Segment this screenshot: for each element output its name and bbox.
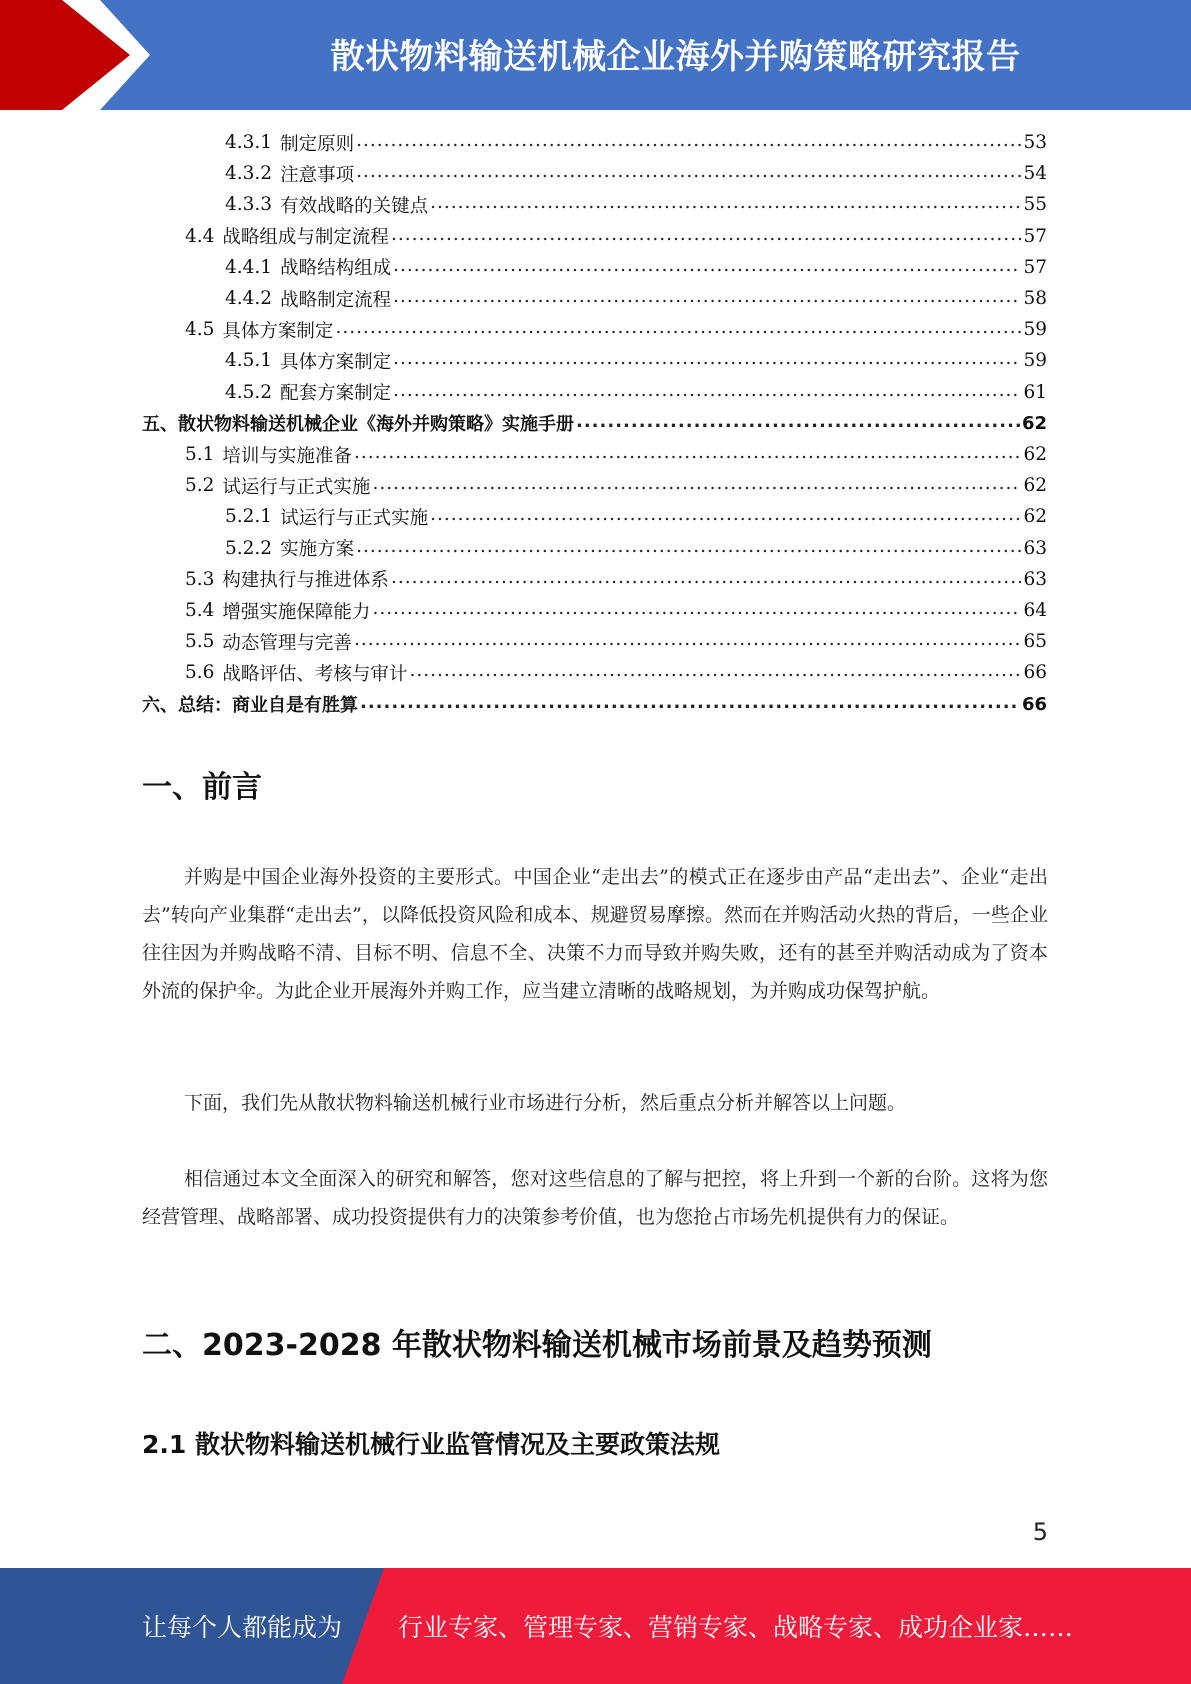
toc-entry-number: 4.3.1 [225, 132, 273, 153]
toc-dot-leader [354, 442, 1022, 463]
toc-entry-number: 4.5.2 [225, 381, 273, 403]
toc-entry-number: 5.2.1 [225, 506, 273, 528]
toc-dot-leader [372, 598, 1021, 619]
toc-entry-number: 5.4 [185, 600, 215, 621]
toc-entry-page: 62 [1021, 412, 1047, 434]
toc-dot-leader [430, 192, 1021, 213]
toc-entry-page: 57 [1023, 225, 1047, 247]
toc-entry-page: 59 [1023, 350, 1047, 372]
toc-entry-number: 5.2 [185, 475, 215, 497]
toc-entry-title: 五、散状物料输送机械企业《海外并购策略》实施手册 [142, 414, 574, 436]
page-number: 5 [1032, 1518, 1048, 1546]
paragraph-1: 并购是中国企业海外投资的主要形式。中国企业“走出去”的模式正在逐步由产品“走出去”、企业“走出去”转向产业集群“走出去”，以降低投资风险和成本、规避贸易摩擦。然而在并购活动火热的背后，一些企业往往因为并购战略不清、目标不明、信息不全、决策不力而导致并购失败，还有的甚至并购活动成为了资本外流的保护伞。为此企业开展海外并购工作，应当建立清晰的战略规划，为并购成功保驾护航。 [142, 866, 1048, 1002]
report-title: 散状物料输送机械企业海外并购策略研究报告 [330, 36, 1021, 77]
subsection-heading-regulation: 2.1 散状物料输送机械行业监管情况及主要政策法规 [142, 1430, 720, 1459]
toc-entry-title: 构建执行与推进体系 [222, 570, 389, 592]
toc-entry[interactable] [185, 564, 1047, 595]
toc-dot-leader [372, 473, 1021, 494]
paragraph-3: 相信通过本文全面深入的研究和解答，您对这些信息的了解与把控，将上升到一个新的台阶。这将为您经营管理、战略部署、成功投资提供有力的决策参考价值，也为您抢占市场先机提供有力的保证。 [142, 1168, 1048, 1228]
toc-entry[interactable] [225, 377, 1047, 408]
toc-entry-title: 具体方案制定 [222, 320, 334, 342]
toc-entry[interactable] [225, 158, 1047, 189]
toc-entry-page: 66 [1021, 693, 1047, 715]
toc-entry-number: 5.1 [185, 444, 215, 465]
toc-entry-number: 4.4.2 [225, 288, 273, 309]
toc-entry-title: 增强实施保障能力 [222, 601, 371, 623]
toc-entry-title: 试运行与正式实施 [280, 507, 429, 529]
toc-dot-leader [356, 130, 1021, 151]
toc-entry-title: 注意事项 [280, 164, 355, 186]
toc-entry[interactable] [185, 314, 1047, 345]
toc-dot-leader [393, 380, 1021, 401]
toc-entry-number: 4.5.1 [225, 350, 273, 372]
toc-dot-leader [409, 660, 1021, 681]
toc-dot-leader [356, 536, 1021, 557]
toc-entry[interactable] [225, 533, 1047, 564]
toc-entry-page: 59 [1023, 319, 1047, 341]
toc-entry[interactable] [185, 595, 1047, 626]
section-heading-market: 二、2023-2028 年散状物料输送机械市场前景及趋势预测 [142, 1328, 932, 1363]
toc-entry-number: 5.6 [185, 662, 215, 684]
toc-dot-leader [393, 286, 1021, 307]
toc-dot-leader [391, 224, 1022, 245]
toc-entry-page: 53 [1023, 132, 1047, 153]
toc-dot-leader [360, 692, 1020, 713]
toc-entry[interactable] [225, 127, 1047, 158]
toc-entry-number: 4.3.3 [225, 194, 273, 216]
section-heading-preface: 一、前言 [142, 770, 262, 805]
toc-dot-leader [393, 255, 1021, 276]
toc-entry-page: 54 [1023, 163, 1047, 185]
toc-entry-title: 动态管理与完善 [222, 632, 352, 654]
paragraph-2: 下面，我们先从散状物料输送机械行业市场进行分析，然后重点分析并解答以上问题。 [184, 1092, 907, 1114]
toc-entry[interactable] [225, 189, 1047, 220]
toc-entry[interactable] [185, 657, 1047, 688]
toc-entry-page: 63 [1023, 568, 1047, 590]
toc-entry-title: 制定原则 [280, 133, 355, 155]
toc-entry-page: 57 [1023, 256, 1047, 278]
page-header [0, 0, 1191, 110]
toc-entry-number: 5.2.2 [225, 537, 273, 559]
toc-entry-page: 62 [1023, 444, 1047, 465]
toc-entry[interactable] [142, 408, 1047, 439]
toc-entry[interactable] [185, 470, 1047, 501]
toc-entry-number: 4.4 [185, 225, 215, 247]
toc-entry-number: 4.5 [185, 319, 215, 341]
toc-entry-page: 66 [1023, 662, 1047, 684]
toc-dot-leader [356, 161, 1021, 182]
toc-entry-title: 配套方案制定 [280, 383, 392, 405]
toc-entry-title: 有效战略的关键点 [280, 195, 429, 217]
toc-dot-leader [576, 411, 1020, 432]
toc-entry-page: 65 [1023, 631, 1047, 653]
toc-entry-title: 六、总结：商业自是有胜算 [142, 695, 358, 717]
toc-entry[interactable] [225, 345, 1047, 376]
toc-entry-title: 战略评估、考核与审计 [222, 663, 408, 685]
toc-entry-title: 实施方案 [280, 539, 355, 561]
toc-entry-page: 62 [1023, 506, 1047, 528]
toc-entry-page: 61 [1023, 381, 1047, 403]
toc-entry[interactable] [225, 501, 1047, 532]
footer-slogan-left: 让每个人都能成为 [142, 1613, 343, 1642]
toc-entry-title: 试运行与正式实施 [222, 476, 371, 498]
toc-entry[interactable] [225, 283, 1047, 314]
toc-entry-page: 64 [1023, 600, 1047, 621]
toc-entry-number: 5.5 [185, 631, 215, 653]
toc-entry-number: 4.3.2 [225, 163, 273, 185]
toc-entry-page: 62 [1023, 475, 1047, 497]
toc-dot-leader [354, 629, 1022, 650]
toc-entry[interactable] [185, 221, 1047, 252]
toc-entry[interactable] [185, 439, 1047, 470]
toc-entry-title: 战略结构组成 [280, 258, 392, 280]
toc-entry-title: 培训与实施准备 [222, 445, 352, 467]
toc-entry-title: 战略制定流程 [280, 289, 392, 311]
toc-dot-leader [335, 317, 1021, 338]
toc-entry[interactable] [185, 626, 1047, 657]
toc-entry[interactable] [142, 689, 1047, 720]
toc-entry-title: 具体方案制定 [280, 351, 392, 373]
toc-entry-page: 58 [1023, 288, 1047, 309]
toc-dot-leader [391, 567, 1022, 588]
toc-entry-title: 战略组成与制定流程 [222, 227, 389, 249]
toc-entry-number: 4.4.1 [225, 256, 273, 278]
toc-entry[interactable] [225, 252, 1047, 283]
toc-entry-number: 5.3 [185, 568, 215, 590]
toc-dot-leader [430, 504, 1021, 525]
toc-entry-page: 63 [1023, 537, 1047, 559]
toc-entry-page: 55 [1023, 194, 1047, 216]
footer-slogan-right: 行业专家、管理专家、营销专家、战略专家、成功企业家…… [398, 1613, 1074, 1642]
toc-dot-leader [393, 348, 1021, 369]
page-footer [0, 1568, 1191, 1684]
